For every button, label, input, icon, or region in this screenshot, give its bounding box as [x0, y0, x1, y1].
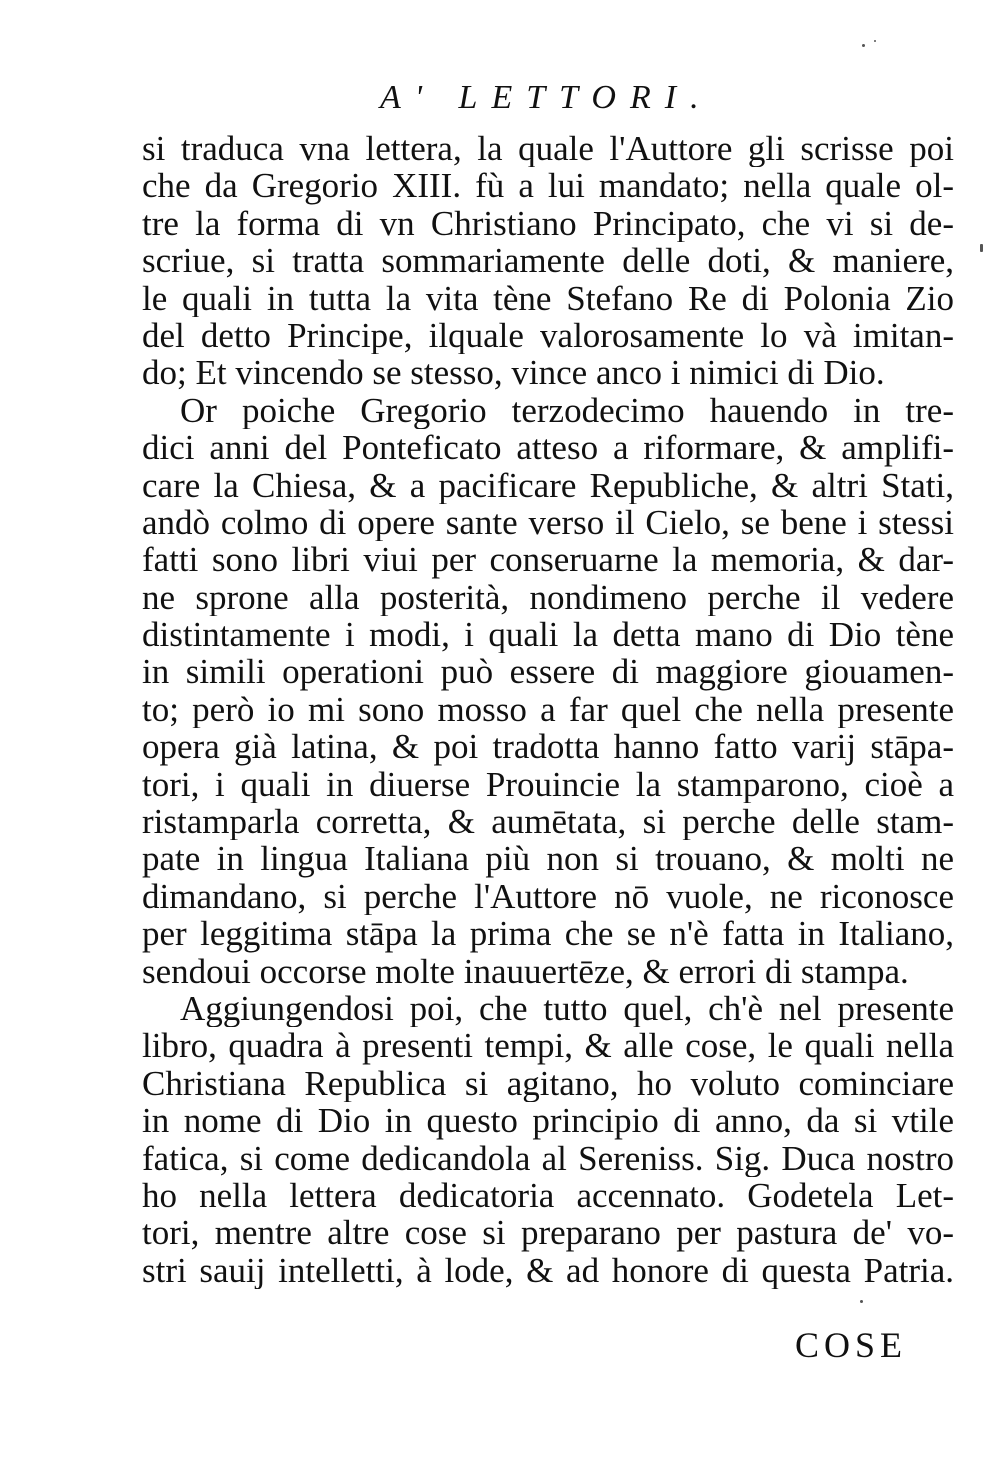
text-line-15: in simili operationi può essere di maggiore giouamen- — [142, 653, 954, 691]
text-line-9: dici anni del Ponteficato atteso a riformare, & amplifi- — [142, 429, 954, 467]
text-line-2: che da Gregorio XIII. fù a lui mandato; nella quale ol- — [142, 167, 954, 205]
text-line-31: stri sauij intelletti, à lode, & ad honore di questa Patria. — [142, 1251, 954, 1290]
text-line-30: tori, mentre altre cose si preparano per pastura de' vo- — [142, 1214, 954, 1252]
text-line-21: dimandano, si perche l'Auttore nō vuole, ne riconosce — [142, 877, 954, 916]
text-line-11: andò colmo di opere sante verso il Cielo, se bene i stessi — [142, 503, 954, 542]
text-line-22: per leggitima stāpa la prima che se n'è fatta in Italiano, — [142, 915, 954, 953]
catchword: COSE — [795, 1325, 908, 1365]
text-line-3: tre la forma di vn Christiano Principato, che vi si de- — [142, 204, 954, 243]
text-line-7: do; Et vincendo se stesso, vince anco i nimici di Dio. — [142, 354, 885, 392]
ink-speck-3 — [980, 244, 983, 252]
text-line-25: libro, quadra à presenti tempi, & alle cose, le quali nella — [142, 1027, 954, 1065]
ink-speck-2 — [874, 40, 876, 42]
running-head: A' LETTORI. — [380, 79, 713, 116]
text-line-24: Aggiungendosi poi, che tutto quel, ch'è nel presente — [180, 989, 954, 1028]
text-line-6: del detto Principe, ilquale valorosamente lo và imitan- — [142, 316, 954, 355]
ink-speck-4 — [860, 1300, 863, 1303]
text-line-10: care la Chiesa, & a pacificare Republiche, & altri Stati, — [142, 466, 954, 504]
text-line-20: pate in lingua Italiana più non si trouano, & molti ne — [142, 840, 954, 878]
text-line-4: scriue, si tratta sommariamente delle doti, & maniere, — [142, 242, 954, 280]
text-line-26: Christiana Republica si agitano, ho voluto cominciare — [142, 1064, 954, 1103]
text-line-18: tori, i quali in diuerse Prouincie la stamparono, cioè a — [142, 765, 954, 804]
text-line-12: fatti sono libri viui per conseruarne la memoria, & dar- — [142, 541, 954, 579]
text-line-28: fatica, si come dedicandola al Sereniss. Sig. Duca nostro — [142, 1139, 954, 1177]
text-line-16: to; però io mi sono mosso a far quel che nella presente — [142, 690, 954, 729]
text-line-8: Or poiche Gregorio terzodecimo hauendo in tre- — [180, 391, 954, 430]
text-line-17: opera già latina, & poi tradotta hanno fatto varij stāpa- — [142, 728, 954, 766]
text-line-23: sendoui occorse molte inauuertēze, & errori di stampa. — [142, 952, 909, 990]
text-line-19: ristamparla corretta, & aumētata, si perche delle stam- — [142, 803, 954, 841]
text-line-13: ne sprone alla posterità, nondimeno perche il vedere — [142, 578, 954, 617]
text-line-29: ho nella lettera dedicatoria accennato. Godetela Let- — [142, 1176, 954, 1215]
text-line-14: distintamente i modi, i quali la detta mano di Dio tène — [142, 616, 954, 654]
ink-speck-1 — [862, 44, 865, 47]
body-text — [142, 130, 954, 1289]
text-line-27: in nome di Dio in questo principio di anno, da si vtile — [142, 1102, 954, 1140]
text-line-5: le quali in tutta la vita tène Stefano Re di Polonia Zio — [142, 279, 954, 317]
text-line-1: si traduca vna lettera, la quale l'Auttore gli scrisse poi — [142, 130, 954, 168]
